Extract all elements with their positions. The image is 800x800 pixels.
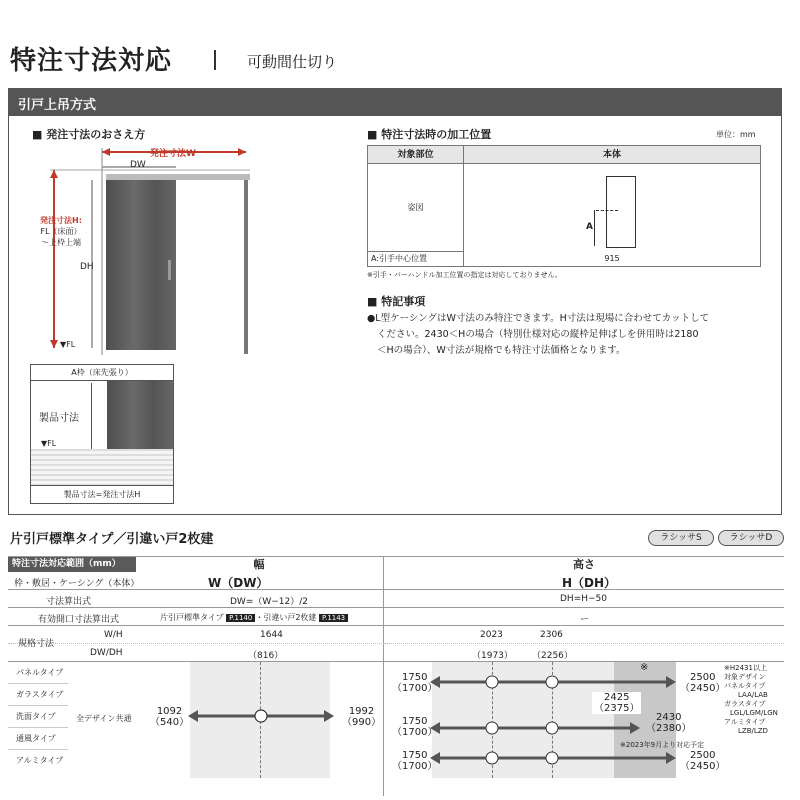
row5-dd: DW/DH: [90, 648, 123, 658]
process-table: [367, 145, 761, 267]
detail-caption: 製品寸法=発注寸法H: [31, 485, 173, 503]
dh-label: DH: [80, 262, 94, 272]
row4-h1: 2023: [480, 630, 503, 640]
type-alumi: アルミタイプ: [16, 756, 64, 765]
h-mid: 2425 （2375）: [594, 692, 640, 714]
bottom-title: 片引戸標準タイプ／引違い戸2枚建: [10, 532, 214, 547]
chip-rashissa-s: ラシッサS: [648, 530, 714, 546]
row-figure-label: 姿図: [368, 164, 464, 252]
row1-label: 枠・敷居・ケーシング（本体）: [14, 579, 140, 589]
dim-line: [91, 383, 92, 449]
row-main-h: [384, 572, 784, 590]
row2-h: DH=H−50: [560, 594, 607, 604]
row-opening: [8, 608, 384, 626]
page-title: 特注寸法対応: [10, 46, 173, 76]
unit-label: 単位：mm: [716, 130, 756, 139]
door-panel: [106, 180, 176, 350]
row-formula-h: [384, 590, 784, 608]
type-vent: 通風タイプ: [8, 728, 68, 750]
floor-hatch: [31, 449, 173, 485]
section-title: 引戸上吊方式: [8, 88, 782, 116]
row2-label: 寸法算出式: [46, 597, 92, 607]
detail-box: [30, 364, 174, 504]
fl-label: ▼FL: [60, 340, 76, 349]
height-arrows: [428, 670, 680, 770]
row1-h: H（DH）: [562, 576, 617, 590]
row-opening-h: [384, 608, 784, 626]
h-left-2: 1750 （1700）: [392, 716, 438, 738]
row3-w: 片引戸標準タイプ P.1140 ・引違い戸2枚建 P.1143: [160, 612, 348, 623]
col-width-header: 幅: [253, 558, 265, 571]
door-handle: [168, 260, 171, 280]
row-main: [8, 572, 384, 590]
row4-h2: 2306: [540, 630, 563, 640]
top-rail: [106, 174, 250, 180]
row-a-value: 915: [604, 254, 620, 263]
right-heading: ■ 特注寸法時の加工位置: [367, 128, 492, 141]
h-right-2: 2430 （2380）: [646, 712, 692, 734]
type-washroom: 洗面タイプ: [8, 706, 68, 728]
row3-h: ー: [580, 615, 590, 625]
row3-label: 有効開口寸法算出式: [38, 615, 120, 625]
row-std1-h: [384, 626, 784, 644]
h-left-1: 1750 （1700）: [392, 672, 438, 694]
type-panel: パネルタイプ: [8, 662, 68, 684]
a-label: A: [586, 222, 593, 232]
chip-rashissa-d: ラシッサD: [718, 530, 784, 546]
col-part: 対象部位: [368, 146, 464, 164]
row4-w: 1644: [260, 630, 283, 640]
row5-h2: （2256）: [532, 651, 573, 661]
a-frame-label: A枠（床先張り）: [31, 365, 173, 381]
a-center-line: [596, 210, 618, 211]
range-header: 特注寸法対応範囲（mm）: [8, 556, 136, 572]
type-list: [8, 662, 68, 778]
width-min: 1092 （540）: [150, 706, 190, 728]
process-note: ※引手・バーハンドル加工位置の指定は対応しておりません。: [367, 271, 562, 279]
row4-label: 規格寸法: [18, 639, 55, 649]
body-figure: [606, 176, 636, 248]
row4-wh: W/H: [104, 630, 123, 640]
row5-h1: （1973）: [472, 651, 513, 661]
dw-label: DW: [130, 160, 146, 170]
tokki-text: ●L型ケーシングはW寸法のみ特注できます。H寸法は現場に合わせてカットして ください。2430＜Hの場合（特別仕様対応の縦枠足伸ばしを併用時は2180 ＜Hの場合）、W寸法が規格でも特注寸法価格となります。: [367, 313, 710, 356]
row-a-label: A:引手中心位置: [368, 252, 464, 266]
col-body: 本体: [464, 146, 760, 164]
fl-label-2: ▼FL: [41, 439, 57, 448]
row-std2-h: [384, 644, 784, 662]
title-divider: [214, 50, 216, 70]
h-right-1: 2500 （2450）: [680, 672, 726, 694]
product-dim-label: 製品寸法: [39, 413, 79, 424]
row5-w: （816）: [248, 651, 284, 661]
type-glass: ガラスタイプ: [8, 684, 68, 706]
footnote: ※2023年9月より対応予定: [620, 741, 705, 749]
col-height-header: 高さ: [573, 558, 595, 571]
kome-mark: ※: [640, 662, 649, 673]
a-dim-line: [594, 210, 595, 246]
detail-panel: [107, 381, 173, 449]
h-right-3: 2500 （2450）: [680, 750, 726, 772]
row-formula: [8, 590, 384, 608]
design-legend: ※H2431以上 対象デザイン パネルタイプ LAA/LAB ガラスタイプ LGL/LGM/LGN アルミタイプ LZB/LZD: [724, 664, 778, 735]
tokki-heading: ■ 特記事項: [367, 295, 426, 308]
row-std2: [8, 644, 384, 662]
width-arrow: [186, 706, 336, 726]
left-heading: ■ 発注寸法のおさえ方: [32, 128, 146, 141]
page-subtitle: 可動間仕切り: [247, 53, 338, 71]
row-std1: [8, 626, 384, 649]
row2-w: DW=（W−12）/2: [230, 597, 309, 607]
all-design-label: 全デザイン共通: [76, 714, 132, 723]
h-left-3: 1750 （1700）: [392, 750, 438, 772]
order-height-label: 発注寸法H: FL（床面） ～上枠上端: [40, 216, 82, 247]
order-width-label: 発注寸法W: [150, 149, 196, 159]
width-max: 1992 （990）: [342, 706, 382, 728]
row1-w: W（DW）: [208, 576, 269, 590]
